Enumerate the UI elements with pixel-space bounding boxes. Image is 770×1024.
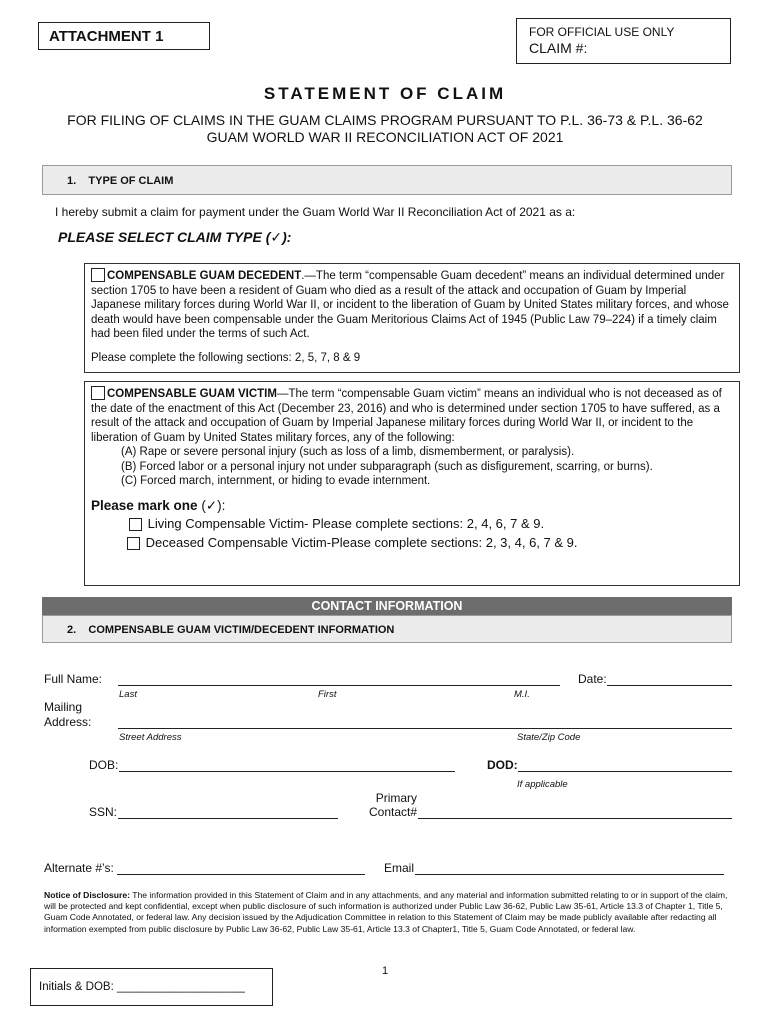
victim-checkbox[interactable]: [91, 386, 105, 400]
mailing-label-line-1: Mailing: [44, 700, 83, 714]
deceased-victim-option: [91, 536, 733, 551]
primary-label-line-1: Primary: [375, 791, 418, 805]
official-use-label: FOR OFFICIAL USE ONLY: [529, 25, 675, 39]
decedent-definition: [91, 268, 733, 342]
primary-contact-field[interactable]: [418, 818, 732, 819]
page-title: STATEMENT OF CLAIM: [263, 84, 507, 103]
primary-contact-label: [369, 791, 417, 819]
ssn-field[interactable]: [118, 818, 338, 819]
deceased-victim-checkbox[interactable]: [127, 537, 140, 550]
notice-of-disclosure: [44, 890, 734, 935]
email-field[interactable]: [415, 874, 724, 875]
mark-one-heading: [91, 499, 733, 514]
page-number: 1: [381, 965, 389, 977]
dod-label: DOD:: [487, 758, 518, 772]
decedent-claim-box: [84, 263, 740, 373]
alternate-numbers-label: Alternate #’s:: [44, 861, 114, 875]
attachment-label: ATTACHMENT 1: [38, 22, 210, 50]
notice-text: The information provided in this Statement of Claim and in any attachments, and any material and information submitted relating to or in support of the claim, will be protected and kept confidential, except when public disclosure of such information is authorized under Public Law 36-62, Public Law 35-61, Article 13.3 of Chapter 1, Title 5, Guam Code Annotated, or federal law. Any decision issued by the Adjudication Committee in relation to this Statement of Claim may be made publicly available after redacting all information exempted from public disclosure by Public Law 36-62, Public Law 35-61, Article 13.3 of Chapter1, Title 5, Guam Code Annotated, or federal law.: [44, 890, 728, 934]
mailing-label-line-2: Address:: [44, 715, 92, 729]
date-label: Date:: [578, 672, 607, 686]
claim-number-label: CLAIM #:: [529, 40, 588, 56]
last-name-hint: Last: [119, 689, 137, 700]
email-label: Email: [384, 861, 415, 875]
select-claim-type-heading: PLEASE SELECT CLAIM TYPE (✓):: [58, 229, 292, 245]
decedent-checkbox[interactable]: [91, 268, 105, 282]
state-zip-hint: State/Zip Code: [517, 732, 581, 743]
victim-item-c: (C) Forced march, internment, or hiding to evade internment.: [121, 475, 431, 487]
mailing-address-label: [44, 700, 91, 730]
official-use-box: [516, 18, 731, 64]
victim-item-a: (A) Rape or severe personal injury (such as loss of a limb, dismemberment, or paralysis).: [121, 446, 575, 458]
dob-field[interactable]: [119, 771, 455, 772]
dob-label: DOB:: [89, 758, 119, 772]
living-victim-checkbox[interactable]: [129, 518, 142, 531]
victim-claim-box: [84, 381, 740, 586]
if-applicable-hint: If applicable: [517, 779, 568, 790]
section-1-title: TYPE OF CLAIM: [88, 175, 174, 187]
living-victim-option: [91, 517, 733, 532]
decedent-heading: COMPENSABLE GUAM DECEDENT: [107, 270, 302, 282]
deceased-victim-label: Deceased Compensable Victim-Please complete sections: 2, 3, 4, 6, 7 & 9.: [145, 534, 578, 550]
full-name-field[interactable]: [118, 685, 560, 686]
full-name-label: Full Name:: [44, 672, 103, 686]
subtitle-line-2: GUAM WORLD WAR II RECONCILIATION ACT OF 2021: [206, 129, 564, 145]
living-victim-label: Living Compensable Victim- Please complete sections: 2, 4, 6, 7 & 9.: [147, 516, 545, 531]
primary-label-line-2: Contact#: [369, 805, 418, 819]
victim-heading: COMPENSABLE GUAM VICTIM: [107, 388, 277, 400]
date-field[interactable]: [607, 685, 732, 686]
mailing-address-field[interactable]: [118, 728, 732, 729]
decedent-text: .—The term “compensable Guam decedent” means an individual determined under section 1705 to have been a resident of Guam who died as a result of the attack and occupation of Guam by Imperial Japanese military forces during World War II, or incident to the liberation of Guam by United States military forces, and whose death would have been compensable under the Guam Meritorious Claims Act of 1945 (Public Law 79–224) if a timely claim had been filed under the terms of such Act.: [91, 270, 729, 340]
street-address-hint: Street Address: [119, 732, 182, 743]
first-name-hint: First: [318, 689, 337, 700]
intro-text: I hereby submit a claim for payment under the Guam World War II Reconciliation Act of 2021 as a:: [55, 205, 576, 219]
section-1-number: 1.: [67, 175, 77, 187]
alternate-numbers-field[interactable]: [117, 874, 365, 875]
middle-initial-hint: M.I.: [514, 689, 530, 700]
victim-item-b: (B) Forced labor or a personal injury not under subparagraph (such as disfigurement, scarring, or burns).: [121, 460, 653, 473]
dod-field[interactable]: [518, 771, 732, 772]
section-2-number: 2.: [67, 624, 77, 636]
contact-information-header: CONTACT INFORMATION: [42, 597, 732, 615]
decedent-instructions: Please complete the following sections: 2, 5, 7, 8 & 9: [91, 351, 361, 364]
mark-one-label: Please mark one: [91, 497, 198, 513]
page-subtitle: [0, 112, 770, 146]
subtitle-line-1: FOR FILING OF CLAIMS IN THE GUAM CLAIMS PROGRAM PURSUANT TO P.L. 36-73 & P.L. 36-62: [67, 112, 703, 128]
section-2-header: [42, 615, 732, 643]
section-2-title: COMPENSABLE GUAM VICTIM/DECEDENT INFORMATION: [88, 624, 395, 636]
mark-one-symbol: (✓):: [201, 497, 226, 513]
initials-dob-box[interactable]: Initials & DOB: ____________________: [30, 968, 273, 1006]
section-1-header: [42, 165, 732, 195]
victim-text: —The term “compensable Guam victim” means an individual who is not deceased as of the date of the enactment of this Act (December 23, 2016) and who is determined under section 1705 to have suffered, as a result of the attack and occupation of Guam by Imperial Japanese military forces during World War II, or incident to the liberation of Guam by United States military forces, any of the following:: [91, 388, 722, 444]
notice-title: Notice of Disclosure:: [44, 890, 130, 900]
victim-definition: [91, 386, 733, 445]
ssn-label: SSN:: [89, 805, 118, 819]
